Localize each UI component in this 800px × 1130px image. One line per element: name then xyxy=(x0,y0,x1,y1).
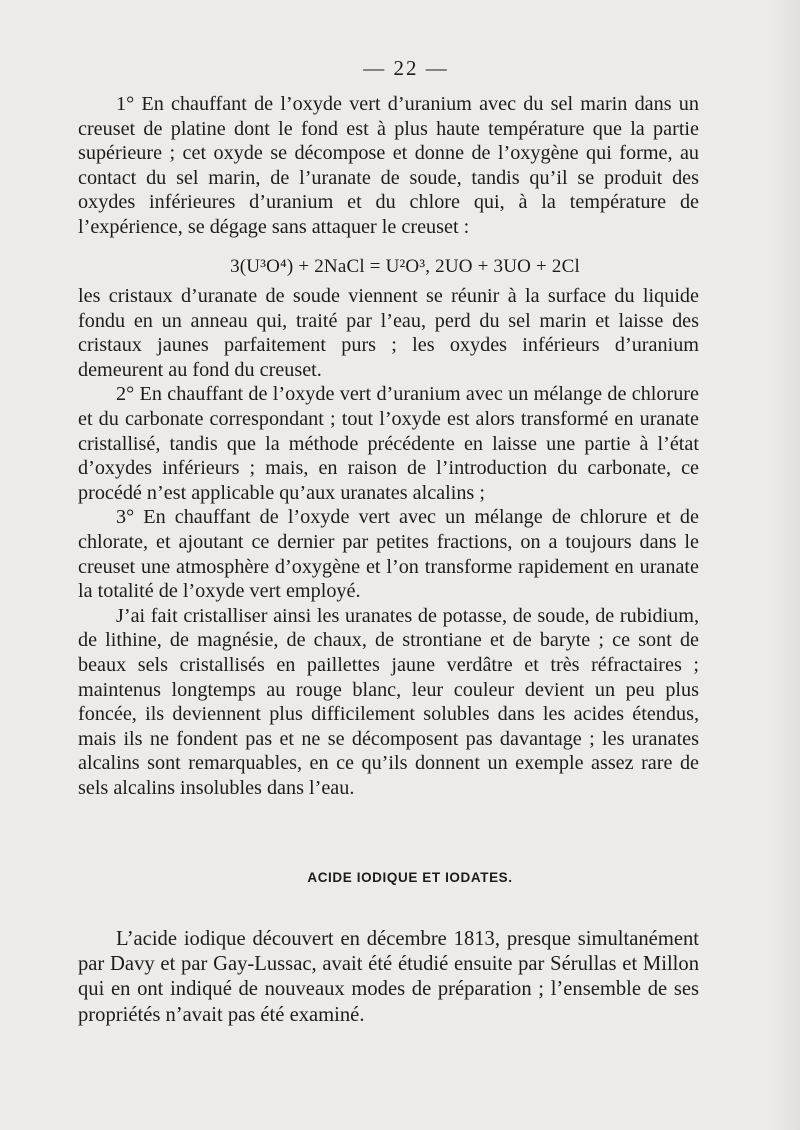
text-block-top xyxy=(78,92,699,240)
paragraph: L’acide iodique découvert en décembre 1813, presque simultanément par Davy et par Gay-Lussac, avait été étudié ensuite par Sérullas et Millon qui en ont indiqué de nouveaux modes de préparation ; l’ensemble de ses propriétés n’avait pas été examiné. xyxy=(78,928,699,1026)
page-number: — 22 — xyxy=(363,56,449,80)
chemical-equation: 3(U³O⁴) + 2NaCl = U²O³, 2UO + 3UO + 2Cl xyxy=(230,256,580,277)
paragraph: 1° En chauffant de l’oxyde vert d’uranium avec du sel marin dans un creuset de platine dont le fond est à plus haute température que la partie supérieure ; cet oxyde se décompose et donne de l’oxygène qui forme, au contact du sel marin, de l’uranate de soude, tandis qu’il se produit des oxydes inférieures d’uranium et du chlore qui, à la température de l’expérience, se dégage sans attaquer le creuset : xyxy=(78,93,699,238)
text-block-middle xyxy=(78,284,699,800)
text-block-section xyxy=(78,927,699,1028)
paragraph: 2° En chauffant de l’oxyde vert d’uranium avec un mélange de chlorure et du carbonate correspondant ; tout l’oxyde est alors transformé en uranate cristallisé, tandis que la méthode précédente en laisse une partie à l’état d’oxydes inférieurs ; mais, en raison de l’introduction du carbonate, ce procédé n’est applicable qu’aux uranates alcalins ; xyxy=(78,383,699,504)
paragraph: J’ai fait cristalliser ainsi les uranates de potasse, de soude, de rubidium, de lithine, de magnésie, de chaux, de strontiane et de baryte ; ce sont de beaux sels cristallisés en paillettes jaune verdâtre et très réfractaires ; maintenus longtemps au rouge blanc, leur couleur devient un peu plus foncée, ils deviennent plus difficilement solubles dans les acides étendus, mais ils ne fondent pas et ne se décomposent pas davantage ; les uranates alcalins sont remarquables, en ce qu’ils donnent un exemple assez rare de sels alcalins insolubles dans l’eau. xyxy=(78,604,699,799)
section-heading: ACIDE IODIQUE ET IODATES. xyxy=(307,870,513,885)
paragraph: les cristaux d’uranate de soude viennent se réunir à la surface du liquide fondu en un anneau qui, traité par l’eau, perd du sel marin et laisse des cristaux jaunes parfaitement purs ; les oxydes inférieurs d’uranium demeurent au fond du creuset. xyxy=(78,285,699,381)
paragraph: 3° En chauffant de l’oxyde vert avec un mélange de chlorure et de chlorate, et ajoutant ce dernier par petites fractions, on a toujours dans le creuset une atmosphère d’oxygène et l’on transforme rapidement en uranate la totalité de l’oxyde vert employé. xyxy=(78,506,699,603)
